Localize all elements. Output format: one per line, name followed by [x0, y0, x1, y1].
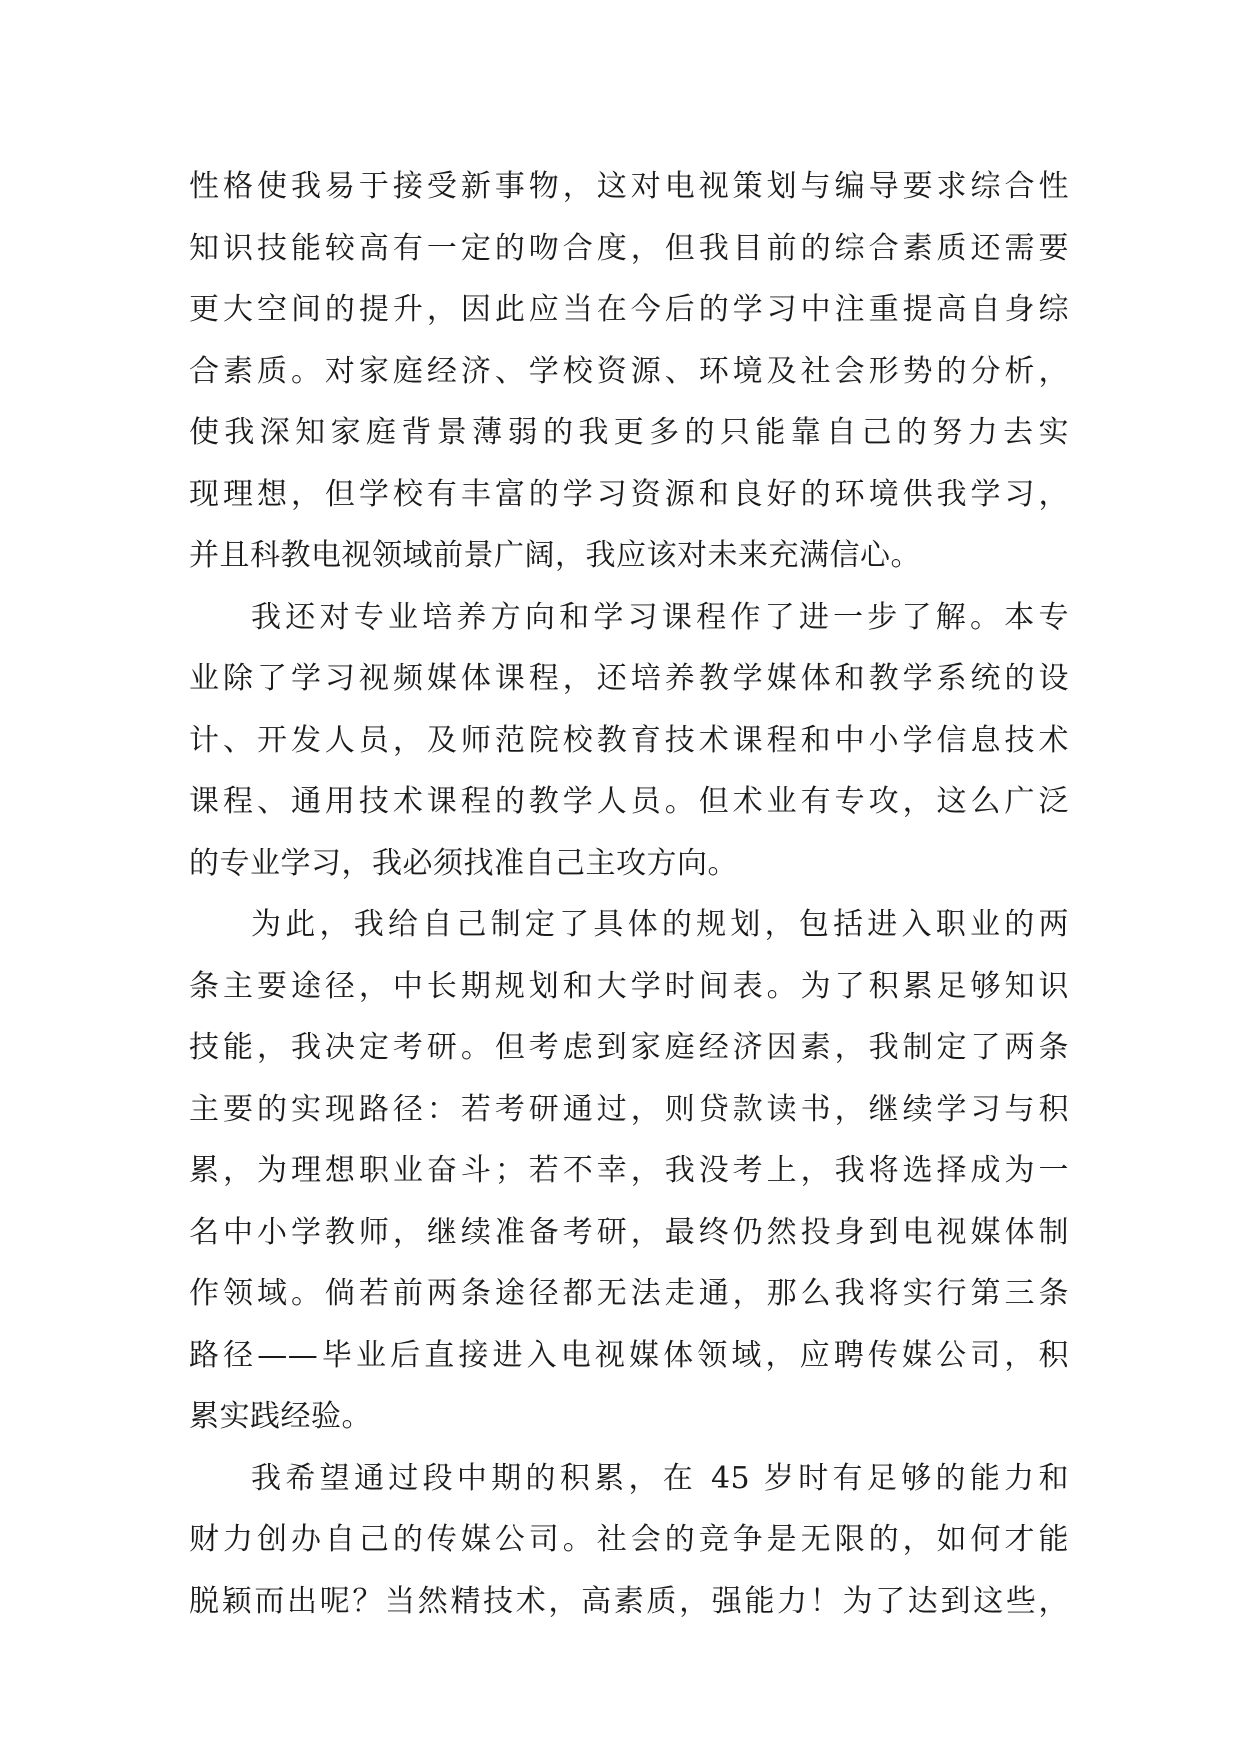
text-line: 作领域。倘若前两条途径都无法走通，那么我将实行第三条	[189, 1276, 1069, 1311]
text-line: 性格使我易于接受新事物，这对电视策划与编导要求综合性	[189, 169, 1069, 204]
text-line: 现理想，但学校有丰富的学习资源和良好的环境供我学习，	[189, 476, 1069, 512]
text-line: 课程、通用技术课程的教学人员。但术业有专攻，这么广泛	[189, 784, 1069, 819]
text-line: 主要的实现路径：若考研通过，则贷款读书，继续学习与积	[189, 1091, 1069, 1127]
text-line: 累，为理想职业奋斗；若不幸，我没考上，我将选择成为一	[189, 1153, 1069, 1188]
paragraph-self-analysis	[189, 156, 1069, 587]
paragraph-career-plan	[189, 894, 1069, 1448]
text-line: 名中小学教师，继续准备考研，最终仍然投身到电视媒体制	[189, 1214, 1069, 1250]
text-line: 我希望通过段中期的积累，在 45 岁时有足够的能力和	[251, 1460, 1069, 1496]
text-line: 业除了学习视频媒体课程，还培养教学媒体和教学系统的设	[189, 661, 1069, 696]
text-line: 合素质。对家庭经济、学校资源、环境及社会形势的分析，	[189, 353, 1069, 389]
paragraph-major-direction	[189, 587, 1069, 895]
text-line: 为此，我给自己制定了具体的规划，包括进入职业的两	[251, 907, 1069, 942]
text-line: 我还对专业培养方向和学习课程作了进一步了解。本专	[251, 599, 1069, 635]
text-line: 条主要途径，中长期规划和大学时间表。为了积累足够知识	[189, 968, 1069, 1004]
text-line: 脱颖而出呢？当然精技术，高素质，强能力！为了达到这些，	[189, 1583, 1069, 1619]
text-line: 计、开发人员，及师范院校教育技术课程和中小学信息技术	[189, 722, 1069, 758]
document-body	[189, 156, 1069, 1632]
text-line: 财力创办自己的传媒公司。社会的竞争是无限的，如何才能	[189, 1522, 1069, 1557]
text-line: 技能，我决定考研。但考虑到家庭经济因素，我制定了两条	[189, 1030, 1069, 1065]
text-line: 知识技能较高有一定的吻合度，但我目前的综合素质还需要	[189, 230, 1069, 266]
text-line: 的专业学习，我必须找准自己主攻方向。	[189, 845, 738, 881]
text-line: 使我深知家庭背景薄弱的我更多的只能靠自己的努力去实	[189, 415, 1069, 450]
text-line: 路径——毕业后直接进入电视媒体领域，应聘传媒公司，积	[189, 1337, 1069, 1373]
text-line: 并且科教电视领域前景广阔，我应该对未来充满信心。	[189, 538, 921, 573]
text-line: 更大空间的提升，因此应当在今后的学习中注重提高自身综	[189, 292, 1069, 327]
text-line: 累实践经验。	[189, 1399, 372, 1434]
paragraph-future-goal	[189, 1448, 1069, 1633]
